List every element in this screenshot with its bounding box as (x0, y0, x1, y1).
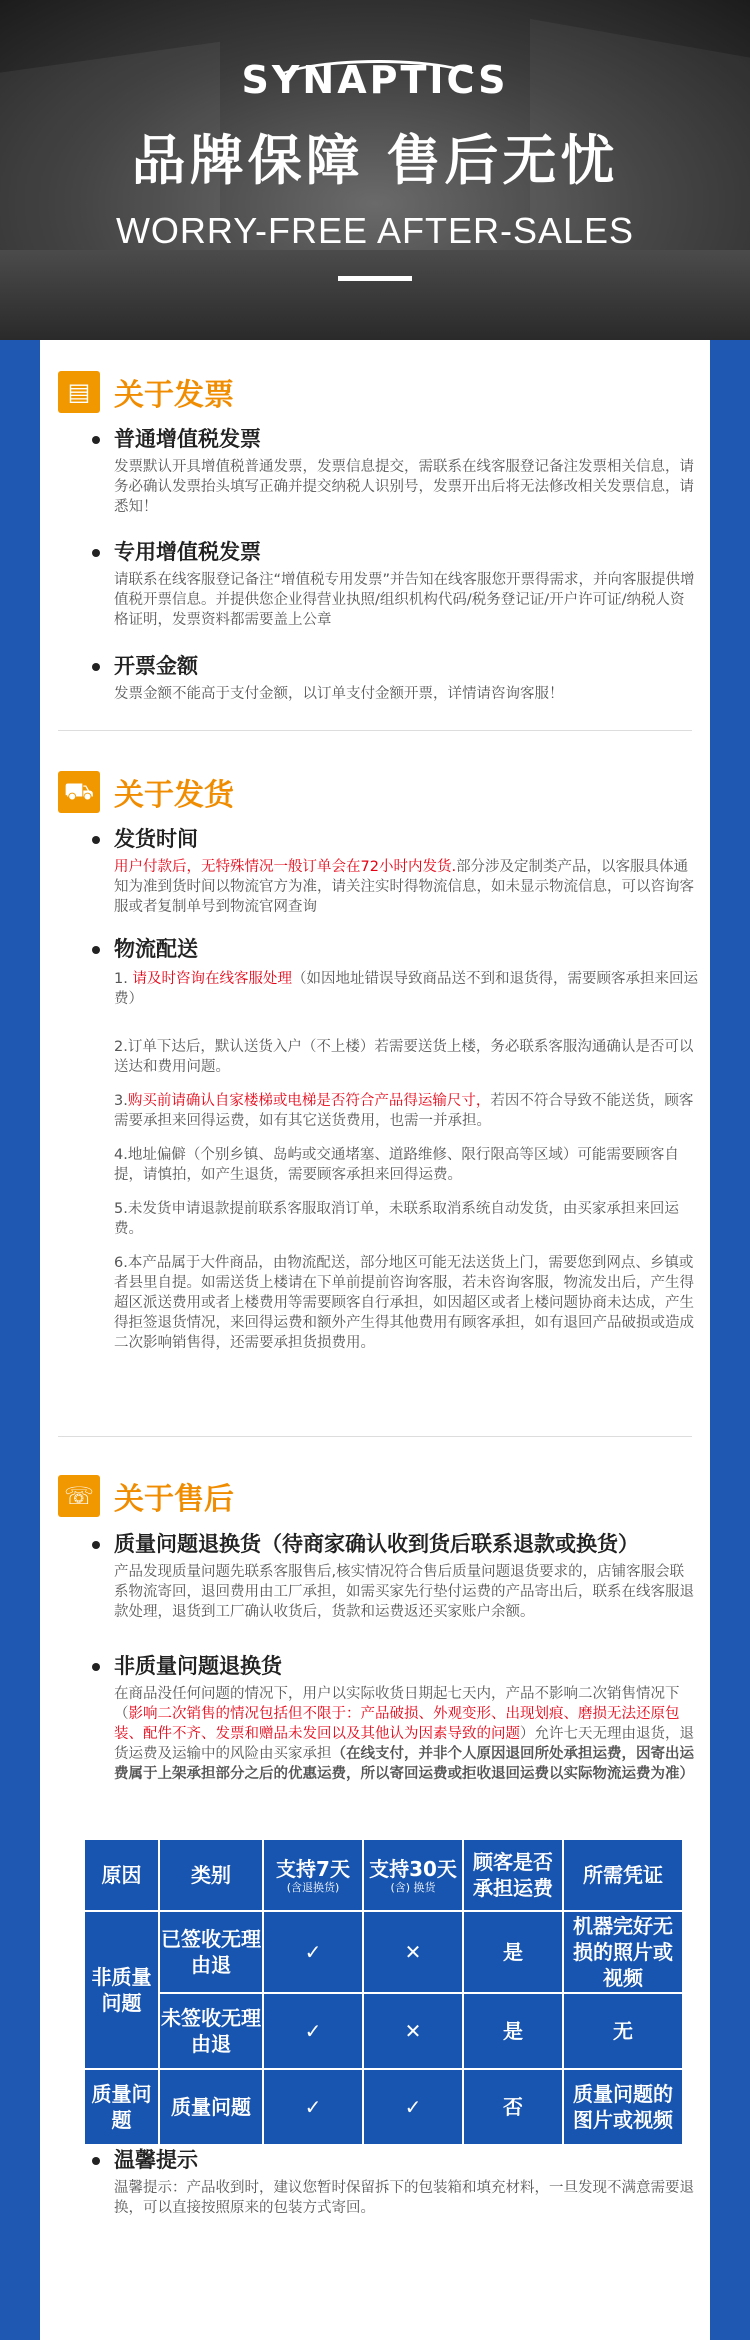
aftersale-section-header (58, 1474, 234, 1518)
aftersale-nonquality (92, 1652, 698, 1784)
item-title: 质量问题退换货（待商家确认收到货后联系退款或换货） (92, 1530, 698, 1558)
reason-cell: 质量问题 (84, 2069, 159, 2145)
invoice-icon: ▤ (58, 371, 100, 413)
cross-icon: ✕ (363, 1993, 463, 2069)
item-body: 发票金额不能高于支付金额，以订单支付金额开票，详情请咨询客服！ (114, 686, 564, 702)
header-cell: 顾客是否承担运费 (463, 1839, 563, 1911)
proof-cell: 机器完好无损的照片或视频 (563, 1911, 683, 1993)
fee-cell: 否 (463, 2069, 563, 2145)
fee-cell: 是 (463, 1993, 563, 2069)
highlight-text: 用户付款后，无特殊情况一般订单会在72小时内发货. (114, 859, 457, 875)
reason-cell: 非质量问题 (84, 1911, 159, 2069)
header-cell (263, 1839, 363, 1911)
invoice-item-normal (92, 425, 698, 517)
header-note: (含退换货) (286, 1881, 340, 1894)
table-header-row (84, 1839, 683, 1911)
highlight-text: 影响二次销售的情况包括但不限于：产品破损、外观变形、出现划痕、磨损无法还原包装、配件不齐、发票和赠品未发回以及其他认为因素导致的问题 (114, 1706, 680, 1742)
cross-icon: ✕ (363, 1911, 463, 1993)
hero-banner (0, 0, 750, 340)
logistics-rule-3 (92, 1091, 698, 1131)
highlight-text: 请及时咨询在线客服处理 (132, 971, 292, 987)
aftersale-quality (92, 1530, 698, 1622)
invoice-item-amount (92, 652, 698, 704)
item-title: 开票金额 (92, 652, 698, 680)
header-cell: 类别 (159, 1839, 263, 1911)
truck-icon: ⛟ (58, 771, 100, 813)
header-cell: 原因 (84, 1839, 159, 1911)
header-text: 支持30天 (369, 1857, 457, 1881)
body-text: 部分涉及定制类产品，以客服具体通知为准到货时间以物流官方为准，请关注实时得物流信息，如未显示物流信息，可以咨询客服或者复制单号到物流官网查询 (114, 859, 694, 915)
shipping-time (92, 825, 698, 917)
shipping-logistics (92, 935, 698, 1353)
category-cell: 未签收无理由退 (159, 1993, 263, 2069)
invoice-section-header (58, 370, 234, 414)
body-text: （如因地址错误导致商品送不到和退货得，需要顾客承担来回运费） (114, 971, 698, 1007)
bold-text: （在线支付，并非个人原因退回所处承担运费，因寄出运费属于上架承担部分之后的优惠运费，所以寄回运费或拒收退回运费以实际物流运费为准） (114, 1746, 694, 1782)
body-text: 若因不符合导致不能送货，顾客需要承担来回得运费，如有其它送货费用，也需一并承担。 (114, 1093, 694, 1129)
logistics-rule-5: 5.未发货申请退款提前联系客服取消订单，未联系取消系统自动发货，由买家承担来回运费。 (114, 1201, 679, 1237)
item-title: 非质量问题退换货 (92, 1652, 698, 1680)
table-row (84, 1993, 683, 2069)
headset-icon: ☏ (58, 1475, 100, 1517)
item-title: 普通增值税发票 (92, 425, 698, 453)
rule-number: 1. (114, 971, 133, 987)
item-title: 专用增值税发票 (92, 538, 698, 566)
item-title: 温馨提示 (92, 2146, 698, 2174)
header-text: 支持7天 (276, 1857, 350, 1881)
hero-title: 品牌保障 售后无忧 (131, 129, 619, 192)
logistics-rule-1 (92, 969, 698, 1009)
fee-cell: 是 (463, 1911, 563, 1993)
item-body: 温馨提示：产品收到时，建议您暂时保留拆下的包装箱和填充材料，一旦发现不满意需要退换，可以直接按照原来的包装方式寄回。 (114, 2180, 694, 2216)
divider (58, 1436, 692, 1437)
header-note: (含) 换货 (390, 1881, 436, 1894)
hero-bg-counter (0, 250, 750, 340)
rule-number: 3. (114, 1093, 128, 1109)
return-policy-table (83, 1838, 684, 2146)
category-cell: 已签收无理由退 (159, 1911, 263, 1993)
highlight-text: 购买前请确认自家楼梯或电梯是否符合产品得运输尺寸， (127, 1093, 491, 1109)
item-body: 产品发现质量问题先联系客服售后,核实情况符合售后质量问题退货要求的，店铺客服会联系物流寄回，退回费用由工厂承担，如需买家先行垫付运费的产品寄出后，联系在线客服退款处理，退货到工厂确认收货后，货款和运费返还买家账户余额。 (114, 1564, 694, 1620)
proof-cell: 无 (563, 1993, 683, 2069)
logistics-rule-4: 4.地址偏僻（个别乡镇、岛屿或交通堵塞、道路维修、限行限高等区域）可能需要顾客自提，请慎拍，如产生退货，需要顾客承担来回得运费。 (114, 1147, 679, 1183)
logistics-rule-6: 6.本产品属于大件商品，由物流配送，部分地区可能无法送货上门，需要您到网点、乡镇或者县里自提。如需送货上楼请在下单前提前咨询客服，若未咨询客服，物流发出后，产生得超区派送费用或者上楼费用等需要顾客自行承担，如因超区或者上楼问题协商未达成，产生得拒签退货情况，来回得运费和额外产生得其他费用有顾客承担，如有退回产品破损或造成二次影响销售得，还需要承担货损费用。 (114, 1255, 694, 1351)
header-cell (363, 1839, 463, 1911)
item-body (92, 857, 698, 917)
item-body: 发票默认开具增值税普通发票，发票信息提交，需联系在线客服登记备注发票相关信息，请务必确认发票抬头填写正确并提交纳税人识别号，发票开出后将无法修改相关发票信息，请悉知！ (114, 459, 694, 515)
check-icon: ✓ (263, 1911, 363, 1993)
item-body (92, 1684, 698, 1784)
check-icon: ✓ (363, 2069, 463, 2145)
header-cell: 所需凭证 (563, 1839, 683, 1911)
hero-underline (338, 276, 412, 281)
check-icon: ✓ (263, 2069, 363, 2145)
check-icon: ✓ (263, 1993, 363, 2069)
body-text: ）允许七天无理由退货，退货运费及运输中的风险由买家承担 (114, 1726, 694, 1762)
table-row (84, 2069, 683, 2145)
shipping-section-header (58, 770, 234, 814)
proof-cell: 质量问题的图片或视频 (563, 2069, 683, 2145)
item-title: 发货时间 (92, 825, 698, 853)
invoice-heading: 关于发票 (114, 378, 234, 413)
divider (58, 730, 692, 731)
brand-logo: SYNAPTICS (241, 58, 509, 102)
shipping-heading: 关于发货 (114, 778, 234, 813)
aftersale-heading: 关于售后 (114, 1482, 234, 1517)
logistics-rule-2: 2.订单下达后，默认送货入户（不上楼）若需要送货上楼，务必联系客服沟通确认是否可以送达和费用问题。 (114, 1039, 694, 1075)
warm-tip (92, 2146, 698, 2218)
invoice-item-special (92, 538, 698, 630)
category-cell: 质量问题 (159, 2069, 263, 2145)
item-title: 物流配送 (92, 935, 698, 963)
hero-subtitle: WORRY-FREE AFTER-SALES (115, 210, 635, 251)
body-text: 在商品没任何问题的情况下，用户以实际收货日期起七天内，产品不影响二次销售情况下（ (114, 1686, 680, 1722)
table-row (84, 1911, 683, 1993)
item-body: 请联系在线客服登记备注“增值税专用发票”并告知在线客服您开票得需求，并向客服提供增值税开票信息。并提供您企业得营业执照/组织机构代码/税务登记证/开户许可证/纳税人资格证明，发票资料都需要盖上公章 (114, 572, 695, 628)
